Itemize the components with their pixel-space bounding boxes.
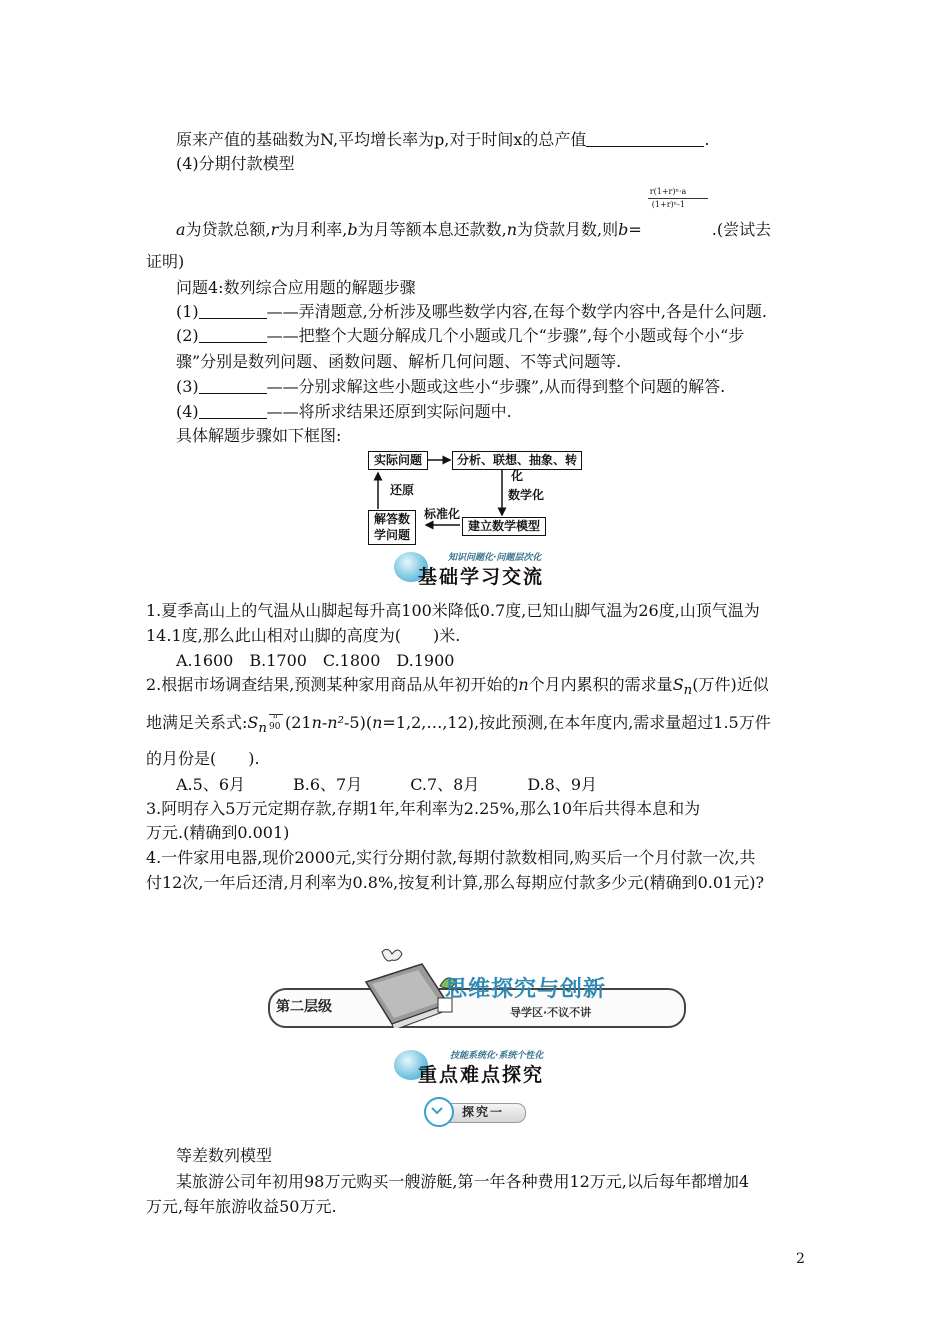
text-line xyxy=(176,128,838,152)
exercise-2-line: 的月份是( ). xyxy=(146,749,260,768)
line-text: (万件)近似 xyxy=(692,675,769,694)
exercise-2-line xyxy=(146,673,808,703)
flow-box-analyze: 分析、联想、抽象、转化 xyxy=(452,451,582,470)
section-heading: (4)分期付款模型 xyxy=(176,154,295,173)
step-text: ——把整个大题分解成几个小题或几个“步骤”,每个小题或每个小“步 xyxy=(266,326,745,345)
solution-flowchart xyxy=(366,449,584,545)
exercise-1-line: 1.夏季高山上的气温从山脚起每升高100米降低0.7度,已知山脚气温为26度,山顶气温为 xyxy=(146,601,760,620)
var-n: n xyxy=(311,713,322,732)
exercise-2-options: A.5、6月 B.6、7月 C.7、8月 D.8、9月 xyxy=(176,775,598,794)
answer-blank xyxy=(199,377,267,394)
exercise-1-line: 14.1度,那么此山相对山脚的高度为( )米. xyxy=(146,626,461,645)
loan-formula xyxy=(642,187,712,227)
exercise-4-line: 4.一件家用电器,现价2000元,实行分期付款,每期付款数相同,购买后一个月付款一次,共 xyxy=(146,848,756,867)
banner-title: 重点难点探究 xyxy=(418,1064,545,1086)
section-banner-basic xyxy=(394,550,564,586)
step-line: 骤”分别是数列问题、函数问题、解析几何问题、不等式问题等. xyxy=(176,352,622,371)
exercise-2-line: 地满足关系式$:S_n$ n 90 (21n-n²-5)(n=1,2,…,12),按此预测,在本年度内,需求量超过1.5万件 xyxy=(146,711,808,741)
var-S: S xyxy=(672,675,684,694)
var-r: r xyxy=(270,220,279,239)
step-line xyxy=(176,375,838,399)
level-title: 思维探究与创新 xyxy=(445,977,607,1002)
line-text: -5)( xyxy=(344,713,373,732)
answer-blank xyxy=(586,130,704,147)
var-n: n xyxy=(372,713,383,732)
var-n: n xyxy=(518,675,529,694)
var-b: b xyxy=(347,220,358,239)
flow-label-restore: 还原 xyxy=(390,483,415,497)
formula-numerator: r(1+r)ⁿ·a xyxy=(649,187,687,196)
step-line xyxy=(176,300,838,324)
exercise-1-options: A.1600 B.1700 C.1800 D.1900 xyxy=(176,651,455,670)
line-text: 为贷款总额, xyxy=(185,220,271,239)
flow-label-mathematize: 数学化 xyxy=(508,488,545,502)
banner-tagline: 知识问题化·问题层次化 xyxy=(448,553,542,563)
line-text: 个月内累积的需求量 xyxy=(528,675,673,694)
var-subscript-n: n xyxy=(258,721,267,737)
flow-box-build-model: 建立数学模型 xyxy=(462,517,546,536)
demand-formula-fraction xyxy=(267,712,285,730)
formula-lhs: b= xyxy=(618,220,642,239)
answer-blank xyxy=(199,302,267,319)
body-heading: 等差数列模型 xyxy=(176,1146,273,1165)
fraction-denominator: 90 xyxy=(268,722,281,732)
line-text: (21 xyxy=(284,713,312,732)
explore-label: 探究一 xyxy=(462,1105,505,1119)
chevron-circle-icon xyxy=(424,1097,454,1127)
step-number: (4) xyxy=(176,402,199,421)
question-title: 问题4:数列综合应用题的解题步骤 xyxy=(176,278,416,297)
var-S: S xyxy=(247,713,259,732)
line-text: . xyxy=(704,130,710,149)
step-number: (3) xyxy=(176,377,199,396)
line-text: 为月利率, xyxy=(278,220,348,239)
text-line: 证明) xyxy=(146,252,185,271)
section-banner-key-points xyxy=(394,1048,564,1084)
step-line xyxy=(176,324,838,348)
fraction-numerator: n xyxy=(272,712,278,720)
step-number: (1) xyxy=(176,302,199,321)
level-tag: 第二层级 xyxy=(276,999,332,1015)
text-line xyxy=(176,187,838,242)
var-subscript-n: n xyxy=(683,683,693,699)
body-line: 某旅游公司年初用98万元购买一艘游艇,第一年各种费用12万元,以后每年都增加4 xyxy=(176,1172,750,1191)
answer-blank xyxy=(199,402,267,419)
exercise-3-line: 万元.(精确到0.001) xyxy=(146,823,290,842)
page-number: 2 xyxy=(796,1251,805,1267)
flow-box-real-problem: 实际问题 xyxy=(368,451,428,470)
line-text: 原来产值的基础数为N,平均增长率为p,对于时间x的总产值 xyxy=(176,130,587,149)
var-n: n xyxy=(506,220,518,239)
line-text: .(尝试去 xyxy=(711,220,772,239)
line-text: 为贷款月数,则 xyxy=(517,220,619,239)
banner-title: 基础学习交流 xyxy=(418,566,545,588)
var-a: a xyxy=(176,220,186,239)
line-text: =1,2,…,12),按此预测,在本年度内,需求量超过1.5万件 xyxy=(382,713,771,732)
step-text: ——将所求结果还原到实际问题中. xyxy=(266,402,512,421)
step-line xyxy=(176,400,838,424)
step-text: ——分别求解这些小题或这些小“步骤”,从而得到整个问题的解答. xyxy=(266,377,726,396)
exercise-3-line: 3.阿明存入5万元定期存款,存期1年,年利率为2.25%,那么10年后共得本息和为 xyxy=(146,799,701,818)
body-line: 万元,每年旅游收益50万元. xyxy=(146,1197,337,1216)
line-text: 2.根据市场调查结果,预测某种家用商品从年初开始的 xyxy=(146,675,519,694)
formula-denominator: (1+r)ⁿ-1 xyxy=(651,200,685,209)
exercise-4-line: 付12次,一年后还清,月利率为0.8%,按复利计算,那么每期应付款多少元(精确到0.01元)? xyxy=(146,873,765,892)
text-line: 具体解题步骤如下框图: xyxy=(176,426,342,445)
explore-tag xyxy=(424,1097,528,1125)
line-text: 地满足关系式: xyxy=(146,713,248,732)
flow-label-standardize: 标准化 xyxy=(424,507,461,521)
answer-blank xyxy=(199,326,267,343)
var-n-squared: n² xyxy=(327,713,345,732)
step-text: ——弄清题意,分析涉及哪些数学内容,在每个数学内容中,各是什么问题. xyxy=(266,302,768,321)
level-subtitle: 导学区·不议不讲 xyxy=(510,1006,592,1019)
step-number: (2) xyxy=(176,326,199,345)
flow-box-solve: 解答数学问题 xyxy=(368,510,416,545)
line-text: 为月等额本息还款数, xyxy=(357,220,507,239)
banner-tagline: 技能系统化·系统个性化 xyxy=(450,1051,544,1061)
fraction-bar xyxy=(648,198,708,199)
